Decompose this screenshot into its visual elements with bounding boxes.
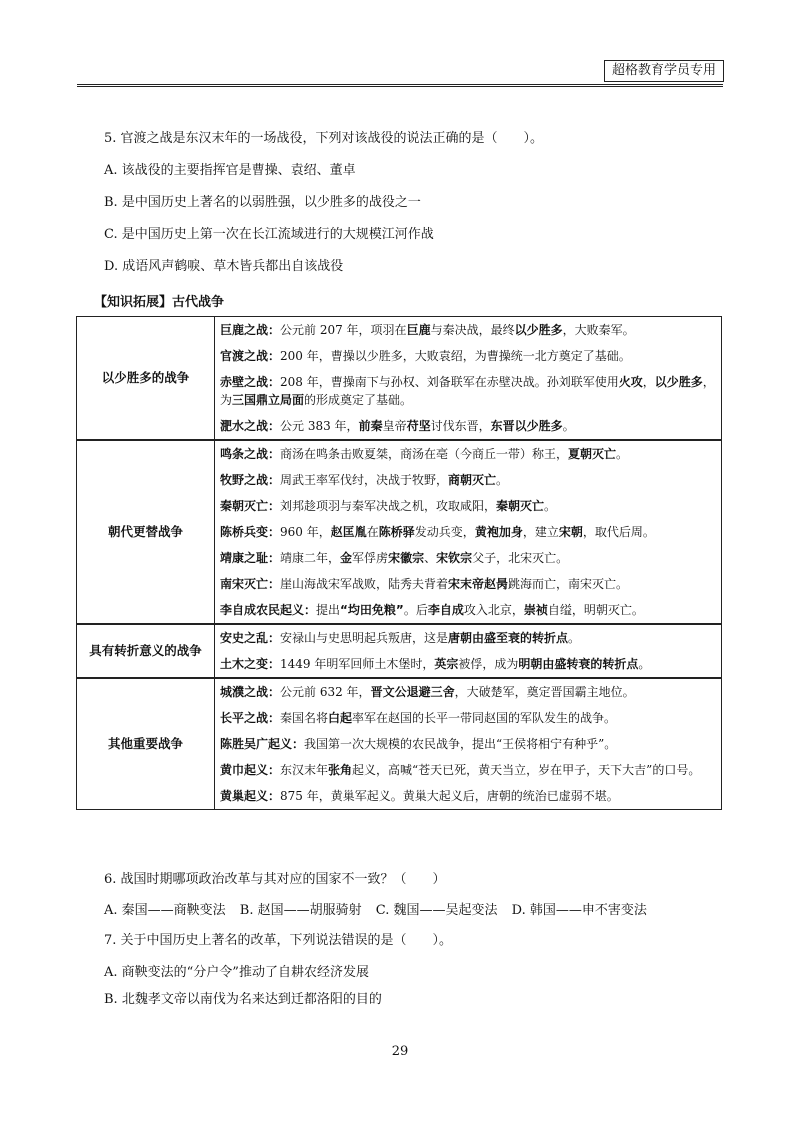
table-row <box>77 624 722 678</box>
war-name: 陈胜吴广起义： <box>220 737 305 751</box>
description-text: 875 年，黄巢军起义。黄巢大起义后，唐朝的统治已虚弱不堪。 <box>280 789 619 803</box>
q5-option-a: A. 该战役的主要指挥官是曹操、袁绍、董卓 <box>104 163 356 178</box>
war-name: 南宋灭亡： <box>220 577 281 591</box>
header-rule-bottom <box>77 86 723 87</box>
description-text: 、 <box>424 551 437 565</box>
q5-option-d: D. 成语风声鹤唳、草木皆兵都出自该战役 <box>104 259 344 274</box>
war-entry <box>220 571 717 597</box>
description-text: ，取代后周。 <box>582 525 655 539</box>
key-term: 秦朝灭亡 <box>496 499 545 513</box>
war-name: 巨鹿之战： <box>220 323 281 337</box>
key-term: 白起 <box>328 711 353 725</box>
description-text: 秦国名将 <box>280 711 329 725</box>
war-name: 秦朝灭亡： <box>220 499 281 513</box>
q6-stem: 6. 战国时期哪项政治改革与其对应的国家不一致？（ ） <box>104 872 446 887</box>
war-name: 安史之乱： <box>220 631 281 645</box>
q6-option-d: D. 韩国——申不害变法 <box>511 903 647 918</box>
war-name: 牧野之战： <box>220 473 281 487</box>
usage-label: 超格教育学员专用 <box>604 60 724 82</box>
description-text: 在 <box>366 525 379 539</box>
category-cell: 朝代更替战争 <box>77 440 215 624</box>
war-name: 陈桥兵变： <box>220 525 281 539</box>
war-name: 赤壁之战： <box>220 375 281 389</box>
key-term: 陈桥驿 <box>378 525 415 539</box>
key-term: 宋徽宗 <box>388 551 425 565</box>
table-row <box>77 440 722 624</box>
description-text: 公元前 207 年，项羽在 <box>280 323 407 337</box>
description-text: 父子，北宋灭亡。 <box>472 551 569 565</box>
war-entry <box>220 413 717 439</box>
key-term: 唐朝由盛至衰的转折点 <box>448 631 569 645</box>
description-text: ，建立 <box>522 525 559 539</box>
detail-cell <box>215 317 722 441</box>
key-term: 张角 <box>328 763 353 777</box>
key-term: 明朝由盛转衰的转折点 <box>518 657 639 671</box>
description-text: 的形成奠定了基础。 <box>304 393 413 407</box>
war-entry <box>220 731 717 757</box>
detail-cell <box>215 624 722 678</box>
war-entry <box>220 597 717 623</box>
war-entry <box>220 369 717 413</box>
war-entry <box>220 467 717 493</box>
war-name: 靖康之耻： <box>220 551 281 565</box>
description-text: 靖康二年， <box>280 551 341 565</box>
key-term: 商朝灭亡 <box>448 473 497 487</box>
category-cell: 其他重要战争 <box>77 678 215 810</box>
war-entry <box>220 757 717 783</box>
q5-option-b: B. 是中国历史上著名的以弱胜强，以少胜多的战役之一 <box>104 195 421 210</box>
description-text: 我国第一次大规模的农民战争，提出“王侯将相宁有种乎”。 <box>304 737 617 751</box>
q5-option-c: C. 是中国历史上第一次在长江流域进行的大规模江河作战 <box>104 227 434 242</box>
detail-cell <box>215 678 722 810</box>
war-name: 李自成农民起义： <box>220 603 317 617</box>
q7-option-b: B. 北魏孝文帝以南伐为名来达到迁都洛阳的目的 <box>104 992 382 1007</box>
war-name: 黄巾起义： <box>220 763 281 777</box>
key-term: 三国鼎立局面 <box>232 393 305 407</box>
detail-cell <box>215 440 722 624</box>
key-term: 火攻 <box>618 375 643 389</box>
description-text: 。 <box>568 631 581 645</box>
description-text: ，大破楚军，奠定晋国霸主地位。 <box>454 685 635 699</box>
description-text: 自缢，明朝灭亡。 <box>547 603 644 617</box>
war-entry <box>220 545 717 571</box>
key-term: 以少胜多 <box>654 375 703 389</box>
ancient-wars-table <box>76 316 722 810</box>
key-term: 李自成 <box>427 603 464 617</box>
key-term: 金 <box>340 551 353 565</box>
war-name: 城濮之战： <box>220 685 281 699</box>
war-entry <box>220 519 717 545</box>
description-text: ， <box>642 375 655 389</box>
description-text: 提出 <box>316 603 341 617</box>
war-entry <box>220 651 717 677</box>
table-row <box>77 678 722 810</box>
key-term: 宋末帝赵昺 <box>448 577 509 591</box>
description-text: 。后 <box>403 603 428 617</box>
key-term: 宋钦宗 <box>436 551 473 565</box>
q6-option-c: C. 魏国——吴起变法 <box>375 903 498 918</box>
page-number: 29 <box>391 1044 409 1059</box>
q6-option-b: B. 赵国——胡服骑射 <box>239 903 362 918</box>
description-text: 周武王率军伐纣，决战于牧野， <box>280 473 449 487</box>
key-term: 夏朝灭亡 <box>568 447 617 461</box>
description-text: 讨伐东晋， <box>430 419 491 433</box>
description-text: 起义，高喊“苍天已死，黄天当立，岁在甲子，天下大吉”的口号。 <box>352 763 701 777</box>
key-term: “均田免粮” <box>340 603 404 617</box>
description-text: ，大败秦军。 <box>562 323 635 337</box>
description-text: 。 <box>638 657 651 671</box>
war-name: 淝水之战： <box>220 419 281 433</box>
q6-option-a: A. 秦国——商鞅变法 <box>104 903 226 918</box>
war-name: 黄巢起义： <box>220 789 281 803</box>
q7-option-a: A. 商鞅变法的“分户令”推动了自耕农经济发展 <box>104 965 369 980</box>
description-text: 1449 年明军回师土木堡时， <box>280 657 435 671</box>
description-text: 。 <box>544 499 557 513</box>
war-name: 土木之变： <box>220 657 281 671</box>
description-text: 商汤在鸣条击败夏桀，商汤在亳（今商丘一带）称王， <box>280 447 569 461</box>
description-text: 960 年， <box>280 525 331 539</box>
description-text: 公元 383 年， <box>280 419 359 433</box>
description-text: 崖山海战宋军战败，陆秀夫背着 <box>280 577 449 591</box>
q6-options <box>104 899 657 918</box>
war-entry <box>220 625 717 651</box>
description-text: 刘邦趁项羽与秦军决战之机，攻取咸阳， <box>280 499 497 513</box>
war-entry <box>220 441 717 467</box>
war-entry <box>220 493 717 519</box>
description-text: 。 <box>616 447 629 461</box>
description-text: 东汉末年 <box>280 763 329 777</box>
key-term: 前秦 <box>358 419 383 433</box>
war-entry <box>220 783 717 809</box>
key-term: 崇祯 <box>523 603 548 617</box>
key-term: 巨鹿 <box>406 323 431 337</box>
description-text: 208 年，曹操南下与孙权、刘备联军在赤壁决战。孙刘联军使用 <box>280 375 619 389</box>
description-text: 。 <box>496 473 509 487</box>
war-name: 鸣条之战： <box>220 447 281 461</box>
description-text: 被俘，成为 <box>458 657 519 671</box>
description-text: 安禄山与史思明起兵叛唐，这是 <box>280 631 449 645</box>
war-entry <box>220 705 717 731</box>
description-text: 与秦决战，最终 <box>430 323 515 337</box>
description-text: 皇帝 <box>382 419 407 433</box>
description-text: 200 年，曹操以少胜多，大败袁绍，为曹操统一北方奠定了基础。 <box>280 349 631 363</box>
q5-stem: 5. 官渡之战是东汉末年的一场战役，下列对该战役的说法正确的是（ ）。 <box>104 131 544 146</box>
description-text: ，为 <box>220 375 715 407</box>
key-term: 宋朝 <box>558 525 583 539</box>
category-cell: 具有转折意义的战争 <box>77 624 215 678</box>
key-term: 晋文公退避三舍 <box>370 685 455 699</box>
war-name: 官渡之战： <box>220 349 281 363</box>
extension-title: 【知识拓展】古代战争 <box>94 295 225 310</box>
war-entry <box>220 343 717 369</box>
q7-stem: 7. 关于中国历史上著名的改革，下列说法错误的是（ ）。 <box>104 933 453 948</box>
key-term: 以少胜多 <box>514 323 563 337</box>
key-term: 黄袍加身 <box>474 525 523 539</box>
key-term: 赵匡胤 <box>330 525 367 539</box>
war-name: 长平之战： <box>220 711 281 725</box>
description-text: 公元前 632 年， <box>280 685 371 699</box>
war-entry <box>220 317 717 343</box>
description-text: 军俘虏 <box>352 551 389 565</box>
description-text: 跳海而亡，南宋灭亡。 <box>508 577 629 591</box>
table-row <box>77 317 722 441</box>
category-cell: 以少胜多的战争 <box>77 317 215 441</box>
description-text: 率军在赵国的长平一带同赵国的军队发生的战争。 <box>352 711 617 725</box>
key-term: 东晋以少胜多 <box>490 419 563 433</box>
key-term: 英宗 <box>434 657 459 671</box>
description-text: 。 <box>562 419 575 433</box>
description-text: 攻入北京， <box>463 603 524 617</box>
war-entry <box>220 679 717 705</box>
header-rule-top <box>77 84 723 85</box>
key-term: 苻坚 <box>406 419 431 433</box>
description-text: 发动兵变， <box>414 525 475 539</box>
